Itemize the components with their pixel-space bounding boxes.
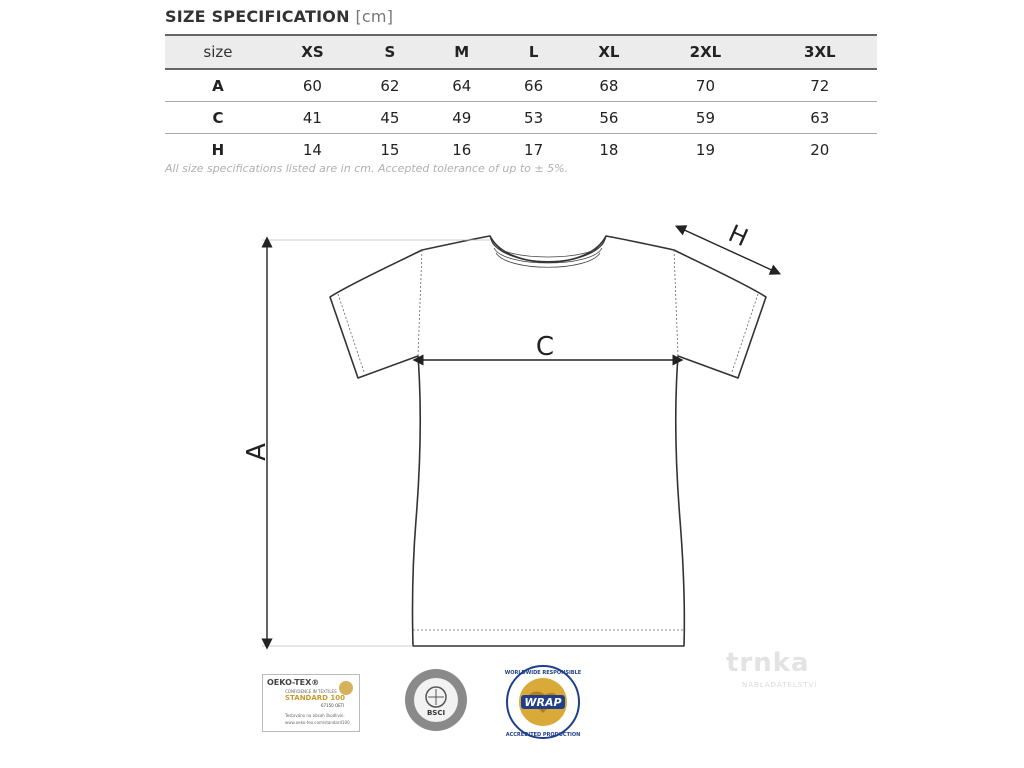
helper-lines <box>262 240 490 646</box>
table-cell: 64 <box>426 69 498 102</box>
table-cell: 17 <box>524 140 544 159</box>
oeko-line2: STANDARD 100 <box>285 694 346 702</box>
title-text: SIZE SPECIFICATION <box>165 7 350 26</box>
table-cell: 60 <box>271 69 354 102</box>
bsci-text: BSCI <box>426 709 446 717</box>
column-header: XS <box>271 35 354 69</box>
row-label: C <box>165 102 271 134</box>
table-cell: 49 <box>426 102 498 134</box>
wrap-top-text: WORLDWIDE RESPONSIBLE <box>504 670 582 676</box>
bsci-logo <box>403 667 469 733</box>
table-cell: 14 <box>302 140 322 159</box>
title-unit: [cm] <box>355 7 394 26</box>
column-header: 2XL <box>648 35 762 69</box>
oeko-tex-logo <box>262 674 360 732</box>
row-label: H <box>211 140 225 159</box>
column-header: S <box>354 35 426 69</box>
oeko-code: 67150 OETI <box>321 703 345 708</box>
table-cell: 53 <box>498 102 570 134</box>
row-label: A <box>165 69 271 102</box>
label-h: H <box>724 219 753 253</box>
table-cell: 62 <box>354 69 426 102</box>
wrap-text: WRAP <box>524 696 562 709</box>
column-header: size <box>165 35 271 69</box>
oeko-line4: www.oeko-tex.com/standard100 <box>285 720 350 725</box>
table-cell: 68 <box>570 69 649 102</box>
oeko-globe-icon <box>339 681 353 695</box>
seam-lines <box>338 250 758 630</box>
table-cell: 63 <box>763 102 877 134</box>
table-cell: 19 <box>695 140 715 159</box>
table-cell: 70 <box>648 69 762 102</box>
table-cell: 18 <box>599 140 619 159</box>
oeko-title: OEKO-TEX® <box>267 678 320 687</box>
column-header: L <box>498 35 570 69</box>
label-c: C <box>535 332 555 362</box>
label-a: A <box>242 443 272 461</box>
table-cell: 16 <box>452 140 472 159</box>
wrap-bottom-text: ACCREDITED PRODUCTION <box>505 732 581 738</box>
watermark-brand: trnka <box>726 648 810 678</box>
table-cell: 56 <box>570 102 649 134</box>
tolerance-note: All size specifications listed are in cm. Accepted tolerance of up to ± 5%. <box>165 162 569 175</box>
oeko-line3: Testováno na obsah škodlivin. <box>285 713 345 718</box>
watermark-tagline: NABLADATELSTVÍ <box>742 681 818 689</box>
table-cell: 15 <box>380 140 400 159</box>
column-header: XL <box>570 35 649 69</box>
table-cell: 20 <box>810 140 830 159</box>
table-cell: 72 <box>763 69 877 102</box>
table-cell: 59 <box>648 102 762 134</box>
oeko-line1: CONFIDENCE IN TEXTILES <box>285 689 337 694</box>
table-cell: 41 <box>271 102 354 134</box>
table-cell: 45 <box>354 102 426 134</box>
column-header: 3XL <box>763 35 877 69</box>
wrap-logo <box>503 663 583 741</box>
table-cell: 66 <box>498 69 570 102</box>
column-header: M <box>426 35 498 69</box>
tshirt-outline <box>330 236 766 646</box>
